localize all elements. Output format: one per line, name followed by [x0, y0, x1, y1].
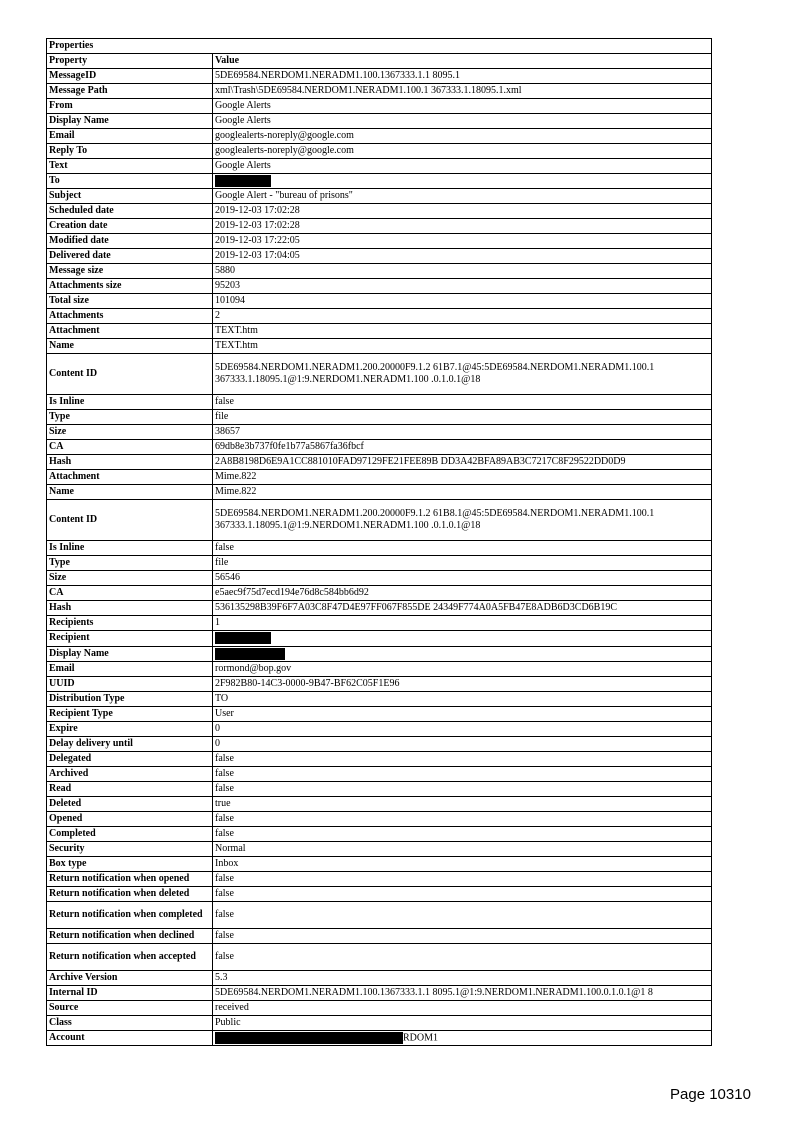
- property-name: Expire: [47, 721, 213, 736]
- property-value: [213, 114, 712, 129]
- property-value-text: rormond@bop.gov: [215, 662, 292, 674]
- table-row: [47, 339, 712, 354]
- property-name: Security: [47, 841, 213, 856]
- property-name: Email: [47, 129, 213, 144]
- property-value-text: 0: [215, 737, 220, 749]
- table-row: [47, 928, 712, 943]
- property-value-text: 95203: [215, 280, 240, 292]
- property-value-text: TO: [215, 692, 229, 704]
- property-value-text: 1: [215, 617, 220, 629]
- property-name: Return notification when deleted: [47, 886, 213, 901]
- property-value: [213, 395, 712, 410]
- property-value: [213, 970, 712, 985]
- property-value-text: false: [215, 872, 234, 884]
- property-value-text: false: [215, 752, 234, 764]
- table-row: [47, 470, 712, 485]
- property-name: Type: [47, 410, 213, 425]
- property-value-text: RDOM1: [403, 1032, 439, 1044]
- table-row: [47, 234, 712, 249]
- redaction-bar: [215, 632, 271, 644]
- property-name: Attachment: [47, 470, 213, 485]
- table-row: [47, 249, 712, 264]
- property-value: [213, 129, 712, 144]
- table-row: [47, 766, 712, 781]
- table-row: [47, 826, 712, 841]
- table-row: [47, 841, 712, 856]
- table-row: [47, 425, 712, 440]
- property-name: Modified date: [47, 234, 213, 249]
- table-row: [47, 943, 712, 970]
- table-row: [47, 294, 712, 309]
- table-row: [47, 856, 712, 871]
- property-name: Type: [47, 556, 213, 571]
- property-value: [213, 586, 712, 601]
- table-row: [47, 601, 712, 616]
- table-row: [47, 970, 712, 985]
- header-property: Property: [47, 54, 213, 69]
- property-value-text: TEXT.htm: [215, 325, 258, 337]
- property-value: [213, 219, 712, 234]
- property-value: [213, 886, 712, 901]
- table-row: [47, 781, 712, 796]
- property-value: [213, 324, 712, 339]
- table-row: [47, 354, 712, 395]
- property-value: [213, 470, 712, 485]
- property-value: [213, 189, 712, 204]
- property-name: Class: [47, 1015, 213, 1030]
- property-value-text: Google Alerts: [215, 115, 271, 126]
- property-value-text: e5aec9f75d7ecd194e76d8c584bb6d92: [215, 587, 369, 599]
- table-row: [47, 1000, 712, 1015]
- property-name: Return notification when declined: [47, 928, 213, 943]
- property-value: [213, 826, 712, 841]
- property-name: Reply To: [47, 144, 213, 159]
- table-row: [47, 410, 712, 425]
- table-title-row: [47, 39, 712, 54]
- property-value-text: false: [215, 950, 234, 962]
- property-value-text: 2019-12-03 17:02:28: [215, 220, 300, 232]
- table-row: [47, 279, 712, 294]
- property-value: [213, 159, 712, 174]
- property-value-text: googlealerts-noreply@google.com: [215, 130, 354, 141]
- property-value: [213, 751, 712, 766]
- property-value: [213, 309, 712, 324]
- table-row: [47, 811, 712, 826]
- property-name: Attachment: [47, 324, 213, 339]
- property-value-text: 2019-12-03 17:22:05: [215, 235, 300, 247]
- property-value: [213, 706, 712, 721]
- property-value-text: 5DE69584.NERDOM1.NERADM1.200.20000F9.1.2 61B7.1@45:5DE69584.NERDOM1.NERADM1.100.1 367333.1.18095.1@1:9.NERDOM1.NERADM1.100 .0.1.0.1@18: [215, 362, 655, 386]
- property-value: [213, 1000, 712, 1015]
- property-value: [213, 571, 712, 586]
- property-name: Is Inline: [47, 395, 213, 410]
- property-value-text: false: [215, 929, 234, 941]
- property-value-text: Inbox: [215, 857, 239, 869]
- property-name: Message size: [47, 264, 213, 279]
- property-value: [213, 455, 712, 470]
- table-row: [47, 485, 712, 500]
- property-value: [213, 249, 712, 264]
- property-name: Attachments size: [47, 279, 213, 294]
- property-value: [213, 425, 712, 440]
- property-value-text: false: [215, 812, 234, 824]
- property-value-text: false: [215, 782, 234, 794]
- property-value-text: 2019-12-03 17:04:05: [215, 250, 300, 262]
- table-row: [47, 676, 712, 691]
- header-value: Value: [213, 54, 712, 69]
- property-name: Completed: [47, 826, 213, 841]
- property-name: UUID: [47, 676, 213, 691]
- table-row: [47, 309, 712, 324]
- property-name: From: [47, 99, 213, 114]
- table-row: [47, 440, 712, 455]
- property-value: [213, 943, 712, 970]
- property-value: [213, 856, 712, 871]
- property-name: Subject: [47, 189, 213, 204]
- property-name: Delegated: [47, 751, 213, 766]
- table-row: [47, 616, 712, 631]
- table-row: [47, 751, 712, 766]
- property-name: Source: [47, 1000, 213, 1015]
- property-value: [213, 279, 712, 294]
- property-value-text: Normal: [215, 842, 246, 854]
- table-row: [47, 500, 712, 541]
- property-name: Message Path: [47, 84, 213, 99]
- table-row: [47, 1030, 712, 1045]
- property-value: [213, 294, 712, 309]
- property-value: [213, 1030, 712, 1045]
- property-value: [213, 410, 712, 425]
- property-name: Account: [47, 1030, 213, 1045]
- property-value-text: false: [215, 396, 234, 408]
- property-name: Delivered date: [47, 249, 213, 264]
- property-name: Creation date: [47, 219, 213, 234]
- property-name: Email: [47, 661, 213, 676]
- table-row: [47, 985, 712, 1000]
- property-value: [213, 901, 712, 928]
- property-value: [213, 631, 712, 646]
- property-name: Box type: [47, 856, 213, 871]
- property-value: [213, 781, 712, 796]
- property-value: [213, 841, 712, 856]
- property-value-text: file: [215, 411, 229, 423]
- property-name: Return notification when completed: [47, 901, 213, 928]
- property-value: [213, 985, 712, 1000]
- property-value-text: Google Alerts: [215, 100, 271, 111]
- property-value-text: 5DE69584.NERDOM1.NERADM1.200.20000F9.1.2 61B8.1@45:5DE69584.NERDOM1.NERADM1.100.1 367333.1.18095.1@1:9.NERDOM1.NERADM1.100 .0.1.0.1@18: [215, 508, 655, 532]
- property-value-text: 0: [215, 722, 220, 734]
- property-value-text: 2F982B80-14C3-0000-9B47-BF62C05F1E96: [215, 677, 400, 689]
- table-row: [47, 204, 712, 219]
- property-value-text: false: [215, 908, 234, 920]
- property-value-text: true: [215, 797, 231, 809]
- property-name: Recipient: [47, 631, 213, 646]
- table-title: Properties: [47, 39, 712, 54]
- property-value-text: 2A8B8198D6E9A1CC881010FAD97129FE21FEE89B DD3A42BFA89AB3C7217C8F29522DD0D9: [215, 456, 626, 468]
- property-name: Distribution Type: [47, 691, 213, 706]
- property-value: [213, 796, 712, 811]
- property-value-text: false: [215, 542, 234, 554]
- property-value: [213, 541, 712, 556]
- property-value-text: 38657: [215, 426, 240, 438]
- table-row: [47, 455, 712, 470]
- property-name: Content ID: [47, 354, 213, 395]
- property-value: [213, 144, 712, 159]
- redaction-bar: [215, 175, 271, 187]
- property-name: To: [47, 174, 213, 189]
- property-value: [213, 646, 712, 661]
- redaction-bar: [215, 648, 285, 660]
- property-value: [213, 556, 712, 571]
- property-name: Return notification when accepted: [47, 943, 213, 970]
- table-row: [47, 706, 712, 721]
- property-value: [213, 811, 712, 826]
- property-value-text: 101094: [215, 295, 245, 307]
- property-name: CA: [47, 440, 213, 455]
- property-name: CA: [47, 586, 213, 601]
- table-row: [47, 571, 712, 586]
- property-value-text: 536135298B39F6F7A03C8F47D4E97FF067F855DE 24349F774A0A5FB47E8ADB6D3CD6B19C: [215, 602, 618, 614]
- property-value: [213, 99, 712, 114]
- property-value: [213, 661, 712, 676]
- table-row: [47, 901, 712, 928]
- property-value: [213, 84, 712, 99]
- property-name: Hash: [47, 601, 213, 616]
- table-row: [47, 556, 712, 571]
- table-row: [47, 586, 712, 601]
- property-value-text: 2019-12-03 17:02:28: [215, 205, 300, 217]
- table-row: [47, 84, 712, 99]
- property-value-text: User: [215, 707, 234, 719]
- table-row: [47, 159, 712, 174]
- table-row: [47, 661, 712, 676]
- property-name: MessageID: [47, 69, 213, 84]
- property-value: [213, 440, 712, 455]
- table-row: [47, 219, 712, 234]
- property-value-text: TEXT.htm: [215, 340, 258, 352]
- property-name: Read: [47, 781, 213, 796]
- property-name: Return notification when opened: [47, 871, 213, 886]
- property-value: [213, 204, 712, 219]
- property-value-text: file: [215, 557, 229, 569]
- property-value: [213, 1015, 712, 1030]
- redaction-bar: [215, 1032, 403, 1044]
- property-value-text: 56546: [215, 572, 240, 584]
- property-value-text: Mime.822: [215, 486, 257, 498]
- table-row: [47, 129, 712, 144]
- property-value: [213, 721, 712, 736]
- property-value: [213, 234, 712, 249]
- property-value: [213, 928, 712, 943]
- table-row: [47, 796, 712, 811]
- property-name: Name: [47, 339, 213, 354]
- table-row: [47, 1015, 712, 1030]
- property-value: [213, 174, 712, 189]
- table-row: [47, 871, 712, 886]
- property-value: [213, 354, 712, 395]
- property-value-text: false: [215, 887, 234, 899]
- property-value-text: false: [215, 827, 234, 839]
- property-value-text: received: [215, 1001, 249, 1013]
- property-value: [213, 264, 712, 279]
- property-value: [213, 500, 712, 541]
- table-header-row: [47, 54, 712, 69]
- property-value-text: 69db8e3b737f0fe1b77a5867fa36fbcf: [215, 441, 364, 453]
- property-value-text: 5DE69584.NERDOM1.NERADM1.100.1367333.1.1 8095.1: [215, 70, 460, 81]
- property-name: Delay delivery until: [47, 736, 213, 751]
- table-row: [47, 541, 712, 556]
- property-value: [213, 601, 712, 616]
- property-value-text: false: [215, 767, 234, 779]
- table-row: [47, 69, 712, 84]
- table-row: [47, 114, 712, 129]
- property-value-text: 5DE69584.NERDOM1.NERADM1.100.1367333.1.1 8095.1@1:9.NERDOM1.NERADM1.100.0.1.0.1@1 8: [215, 986, 653, 998]
- property-value: [213, 691, 712, 706]
- table-row: [47, 99, 712, 114]
- table-row: [47, 691, 712, 706]
- property-value: [213, 736, 712, 751]
- property-name: Size: [47, 571, 213, 586]
- table-row: [47, 264, 712, 279]
- page-number: Page 10310: [670, 1086, 751, 1103]
- property-value: [213, 676, 712, 691]
- property-name: Is Inline: [47, 541, 213, 556]
- property-name: Name: [47, 485, 213, 500]
- property-value: [213, 871, 712, 886]
- property-value: [213, 766, 712, 781]
- table-row: [47, 736, 712, 751]
- property-value-text: 5880: [215, 265, 235, 277]
- property-value-text: 5.3: [215, 971, 228, 983]
- property-name: Archive Version: [47, 970, 213, 985]
- table-row: [47, 646, 712, 661]
- property-name: Recipient Type: [47, 706, 213, 721]
- property-value-text: Public: [215, 1016, 241, 1028]
- property-value-text: Google Alert - "bureau of prisons": [215, 190, 353, 202]
- property-name: Archived: [47, 766, 213, 781]
- table-row: [47, 144, 712, 159]
- property-name: Size: [47, 425, 213, 440]
- property-value-text: xml\Trash\5DE69584.NERDOM1.NERADM1.100.1 367333.1.18095.1.xml: [215, 85, 522, 96]
- property-value: [213, 69, 712, 84]
- property-value: [213, 339, 712, 354]
- property-name: Hash: [47, 455, 213, 470]
- property-value-text: 2: [215, 310, 220, 322]
- property-name: Scheduled date: [47, 204, 213, 219]
- property-name: Display Name: [47, 114, 213, 129]
- property-value-text: Mime.822: [215, 471, 257, 483]
- property-name: Total size: [47, 294, 213, 309]
- property-name: Deleted: [47, 796, 213, 811]
- property-name: Attachments: [47, 309, 213, 324]
- property-value-text: googlealerts-noreply@google.com: [215, 145, 354, 156]
- property-value: [213, 485, 712, 500]
- property-name: Recipients: [47, 616, 213, 631]
- property-name: Display Name: [47, 646, 213, 661]
- property-name: Internal ID: [47, 985, 213, 1000]
- table-row: [47, 721, 712, 736]
- table-row: [47, 174, 712, 189]
- property-value-text: Google Alerts: [215, 160, 271, 171]
- property-value: [213, 616, 712, 631]
- property-name: Content ID: [47, 500, 213, 541]
- property-name: Text: [47, 159, 213, 174]
- table-row: [47, 886, 712, 901]
- property-name: Opened: [47, 811, 213, 826]
- table-row: [47, 324, 712, 339]
- properties-table: [46, 38, 712, 1046]
- table-row: [47, 395, 712, 410]
- table-row: [47, 189, 712, 204]
- table-row: [47, 631, 712, 646]
